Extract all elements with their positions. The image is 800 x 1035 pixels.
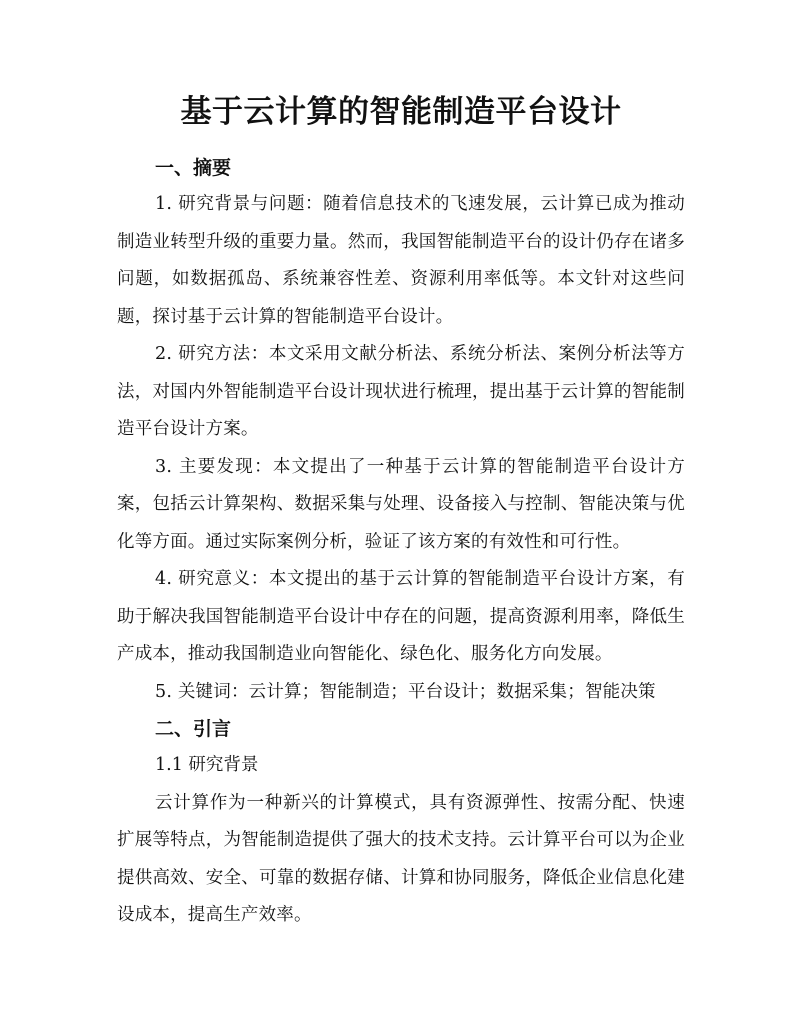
abstract-keywords: 5. 关键词：云计算；智能制造；平台设计；数据采集；智能决策 [155,681,656,702]
section-heading-intro: 二、引言 [155,718,232,740]
abstract-paragraph-1: 1. 研究背景与问题：随着信息技术的飞速发展，云计算已成为推动制造业转型升级的重要力量。然而，我国智能制造平台的设计仍存在诸多问题，如数据孤岛、系统兼容性差、资源利用率低等。本文针对这些问题，探讨基于云计算的智能制造平台设计。 [117,194,685,327]
abstract-paragraph-3: 3. 主要发现：本文提出了一种基于云计算的智能制造平台设计方案，包括云计算架构、数据采集与处理、设备接入与控制、智能决策与优化等方面。通过实际案例分析，验证了该方案的有效性和可行性。 [117,456,685,552]
section-heading-abstract: 一、摘要 [155,157,232,179]
subsection-heading-background: 1.1 研究背景 [155,755,259,775]
document-page [117,88,685,935]
document-title: 基于云计算的智能制造平台设计 [180,94,622,130]
abstract-paragraph-2: 2. 研究方法：本文采用文献分析法、系统分析法、案例分析法等方法，对国内外智能制造平台设计现状进行梳理，提出基于云计算的智能制造平台设计方案。 [117,344,685,439]
intro-paragraph-1: 云计算作为一种新兴的计算模式，具有资源弹性、按需分配、快速扩展等特点，为智能制造提供了强大的技术支持。云计算平台可以为企业提供高效、安全、可靠的数据存储、计算和协同服务，降低企业信息化建设成本，提高生产效率。 [117,792,685,925]
abstract-paragraph-4: 4. 研究意义：本文提出的基于云计算的智能制造平台设计方案，有助于解决我国智能制造平台设计中存在的问题，提高资源利用率，降低生产成本，推动我国制造业向智能化、绿色化、服务化方向发展。 [117,569,685,664]
